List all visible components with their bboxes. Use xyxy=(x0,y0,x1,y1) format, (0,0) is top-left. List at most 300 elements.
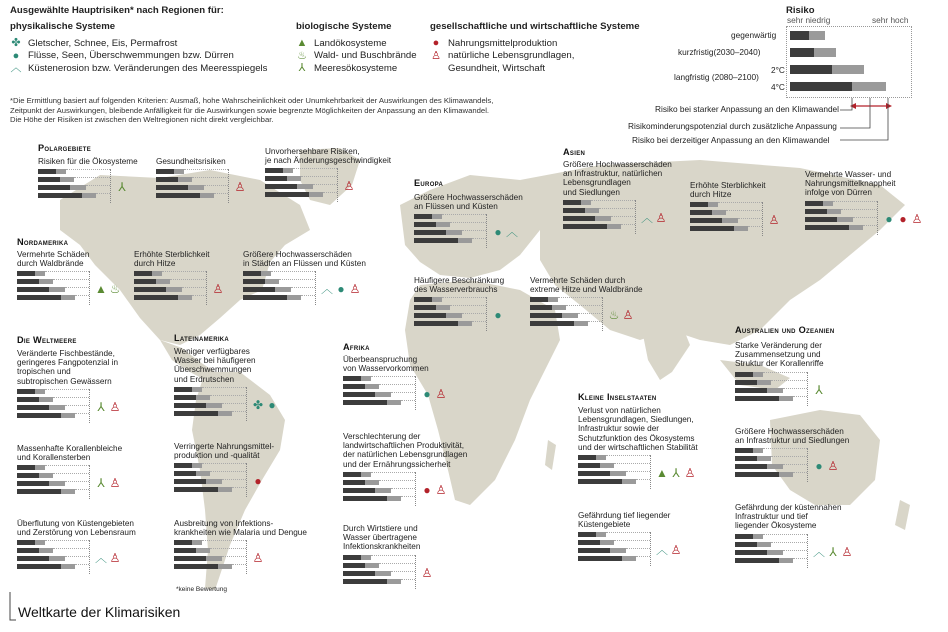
risk-bar-current xyxy=(174,556,206,561)
risk-bar-current xyxy=(735,472,779,477)
risk-bar-current xyxy=(174,479,206,484)
risk-bar-group xyxy=(578,532,651,566)
risk-bar-adaptation xyxy=(387,400,401,405)
risk-bar-current xyxy=(735,380,757,385)
risk-bar-remaining xyxy=(53,279,89,284)
risk-bar-current xyxy=(265,184,297,189)
risk-bar-remaining xyxy=(793,558,807,563)
risk-bar-adaptation xyxy=(432,214,442,219)
risk-bar-current xyxy=(156,193,200,198)
water-drop-icon: ● xyxy=(337,282,345,297)
risk-bar-current xyxy=(343,555,361,560)
risk-bar-adaptation xyxy=(35,465,45,470)
people-icon: ♙ xyxy=(349,282,361,297)
risk-bar-adaptation xyxy=(49,405,65,410)
risk-bar-current xyxy=(563,224,607,229)
risk-bar-adaptation xyxy=(610,548,626,553)
risk-bar-remaining xyxy=(45,271,89,276)
people-icon: ♙ xyxy=(343,179,355,194)
india-shape xyxy=(640,320,690,380)
risk-panel-asien-2 xyxy=(690,181,780,228)
risk-bar-current xyxy=(414,305,436,310)
risk-bar-remaining xyxy=(74,177,110,182)
risk-bar-remaining xyxy=(65,405,89,410)
legend-title-line1: Ausgewählte Hauptrisiken* nach Regionen für: xyxy=(10,5,224,16)
risk-note-potential: Risikominderungspotenzial durch zusätzliche Anpassung xyxy=(628,121,837,131)
risk-bar-remaining xyxy=(718,202,762,207)
risk-bar-current xyxy=(805,209,827,214)
risk-bar-remaining xyxy=(210,548,246,553)
risk-bar-group xyxy=(38,169,111,203)
legend-label: Landökosysteme xyxy=(314,37,387,49)
coral-icon: ⅄ xyxy=(815,382,823,397)
risk-bar-current xyxy=(343,480,365,485)
risk-bar-group xyxy=(530,297,603,331)
risk-bar-remaining xyxy=(379,563,415,568)
risk-bar-current xyxy=(134,295,178,300)
risk-bar-current xyxy=(578,548,610,553)
risk-bar-adaptation xyxy=(779,472,793,477)
legend-soc-title: gesellschaftliche und wirtschaftliche Systeme xyxy=(430,21,640,32)
risk-panel-insel-2 xyxy=(578,511,682,558)
legend-bio-title: biologische Systeme xyxy=(296,21,392,32)
snowflake-icon: ✤ xyxy=(252,397,264,412)
risk-bar-remaining xyxy=(45,540,89,545)
risk-bar-group xyxy=(243,271,316,305)
risk-bar-adaptation xyxy=(70,185,86,190)
snowflake-icon: ✤ xyxy=(11,37,21,50)
risk-panel-europa-2 xyxy=(414,276,505,323)
risk-row-current: gegenwärtig xyxy=(731,30,777,40)
panel-title: Größere Hochwasserschäden an Infrastruktur, natürlichen Lebensgrundlagen und Siedlungen xyxy=(563,160,672,197)
risk-bar-current xyxy=(530,297,548,302)
footer-title: Weltkarte der Klimarisiken xyxy=(18,604,181,620)
legend-item-glacier xyxy=(10,37,267,50)
risk-bar-current xyxy=(735,550,767,555)
people-icon: ♙ xyxy=(768,213,780,228)
people-icon: ♙ xyxy=(435,482,447,497)
risk-row-short: kurzfristig(2030–2040) xyxy=(678,47,761,57)
water-drop-icon: ● xyxy=(815,459,823,474)
risk-bar-remaining xyxy=(472,238,486,243)
risk-bar-adaptation xyxy=(35,540,45,545)
apple-icon: ● xyxy=(899,211,907,226)
risk-bar-adaptation xyxy=(35,389,45,394)
panel-title: Verschlechterung der landwirtschaftlichen Produktivität, der natürlichen Lebensgrundlagen und der Ernährungssicherheit xyxy=(343,432,468,469)
risk-bar-remaining xyxy=(222,556,246,561)
risk-bar-adaptation xyxy=(722,218,738,223)
risk-bar-remaining xyxy=(53,473,89,478)
risk-bar-remaining xyxy=(578,313,602,318)
risk-bar-remaining xyxy=(606,532,650,537)
panel-title: Weniger verfügbares Wasser bei häufigeren Überschwemmungen und Erdrutschen xyxy=(174,347,256,384)
risk-bar-adaptation xyxy=(178,177,192,182)
risk-bar-group xyxy=(343,472,416,506)
panel-title: Vermehrte Schäden durch Waldbrände xyxy=(17,250,90,269)
region-title-lateinamerika: Lateinamerika xyxy=(174,333,230,343)
legend-bar-long4-adapt xyxy=(852,82,886,91)
risk-bar-current xyxy=(17,287,49,292)
risk-bar-group xyxy=(343,376,416,410)
risk-bar-remaining xyxy=(371,376,415,381)
risk-bar-adaptation xyxy=(375,488,391,493)
legend-title-line2: physikalische Systeme xyxy=(10,21,116,32)
risk-bar-current xyxy=(243,287,275,292)
risk-bar-current xyxy=(174,487,218,492)
risk-bar-adaptation xyxy=(574,321,588,326)
risk-bar-remaining xyxy=(96,193,110,198)
risk-bar-current xyxy=(17,271,35,276)
region-title-polar: Polargebiete xyxy=(38,143,92,153)
risk-bar-current xyxy=(17,279,39,284)
risk-bar-remaining xyxy=(65,287,89,292)
panel-title: Gefährdung tief liegender Küstengebiete xyxy=(578,511,671,530)
risk-bar-adaptation xyxy=(365,480,379,485)
risk-bar-adaptation xyxy=(610,471,626,476)
risk-bar-adaptation xyxy=(757,456,771,461)
risk-bar-adaptation xyxy=(757,542,771,547)
risk-bar-remaining xyxy=(793,396,807,401)
risk-bar-current xyxy=(690,202,708,207)
people-icon: ♙ xyxy=(911,211,923,226)
risk-bar-adaptation xyxy=(166,287,182,292)
new-zealand-shape xyxy=(895,500,910,530)
people-icon: ♙ xyxy=(670,543,682,558)
note-line: Die Höhe der Risiken ist zwischen den Weltregionen nicht direkt vergleichbar. xyxy=(10,115,274,125)
risk-bar-adaptation xyxy=(712,210,726,215)
risk-bar-remaining xyxy=(621,224,635,229)
tree-icon: ▲ xyxy=(296,37,308,50)
panel-title: Verlust von natürlichen Lebensgrundlagen, Siedlungen, Infrastruktur sowie der Schutzfunktion des Ökosystems und der wirtschaftlichen Stabilität xyxy=(578,406,698,452)
risk-bar-adaptation xyxy=(708,202,718,207)
risk-bar-group xyxy=(690,202,763,236)
risk-bar-current xyxy=(17,540,35,545)
water-drop-icon: ● xyxy=(423,387,431,402)
risk-bar-current xyxy=(17,564,61,569)
risk-deg4: 4°C xyxy=(771,82,785,92)
risk-bar-adaptation xyxy=(174,169,184,174)
risk-bar-remaining xyxy=(202,463,246,468)
legend-pointer-lines xyxy=(840,98,900,148)
wave-icon: ︿ xyxy=(656,543,669,558)
risk-bar-remaining xyxy=(202,387,246,392)
panel-title: Verringerte Nahrungsmittel- produktion und -qualität xyxy=(174,442,275,461)
risk-bar-current xyxy=(414,222,436,227)
risk-bar-remaining xyxy=(291,287,315,292)
wave-icon: ︿ xyxy=(321,282,334,297)
risk-bar-adaptation xyxy=(196,548,210,553)
risk-bar-adaptation xyxy=(365,384,379,389)
panel-title: Erhöhte Sterblichkeit durch Hitze xyxy=(690,181,766,200)
risk-bar-remaining xyxy=(75,413,89,418)
risk-panel-weltmeere-1 xyxy=(17,349,121,414)
risk-bar-current xyxy=(690,210,712,215)
risk-bar-adaptation xyxy=(753,534,763,539)
legend-bar-short-adapt xyxy=(814,48,836,57)
risk-bar-adaptation xyxy=(779,396,793,401)
risk-bar-adaptation xyxy=(585,208,599,213)
people-icon: ♙ xyxy=(841,544,853,559)
risk-bar-current xyxy=(735,456,757,461)
risk-bar-remaining xyxy=(75,489,89,494)
risk-bar-current xyxy=(17,405,49,410)
risk-bar-current xyxy=(414,214,432,219)
panel-title: Starke Veränderung der Zusammensetzung und Struktur der Korallenriffe xyxy=(735,341,824,369)
risk-bar-remaining xyxy=(450,305,486,310)
risk-bar-remaining xyxy=(853,217,877,222)
risk-bar-adaptation xyxy=(297,184,313,189)
risk-bar-adaptation xyxy=(156,279,170,284)
risk-bar-remaining xyxy=(232,487,246,492)
risk-bar-adaptation xyxy=(375,392,391,397)
risk-bar-group xyxy=(156,169,229,203)
fire-icon: ♨ xyxy=(109,282,121,297)
people-icon: ♙ xyxy=(684,466,696,480)
risk-bar-current xyxy=(17,295,61,300)
risk-bar-remaining xyxy=(210,471,246,476)
risk-bar-adaptation xyxy=(387,496,401,501)
panel-title: Veränderte Fischbestände, geringeres Fangpotenzial in tropischen und subtropischen Gewässern xyxy=(17,349,119,386)
risk-bar-adaptation xyxy=(767,550,783,555)
risk-bar-current xyxy=(343,400,387,405)
risk-bar-remaining xyxy=(863,225,877,230)
risk-bar-remaining xyxy=(210,395,246,400)
risk-bar-current xyxy=(805,217,837,222)
panel-title: Unvorhersehbare Risiken, je nach Änderungsgeschwindigkeit xyxy=(265,147,392,166)
risk-bar-group xyxy=(17,271,90,305)
legend-label: Nahrungsmittelproduktion xyxy=(448,37,558,49)
region-title-europa: Europa xyxy=(414,178,444,188)
risk-bar-remaining xyxy=(566,305,602,310)
risk-bar-adaptation xyxy=(61,295,75,300)
footnote-no-rating: *keine Bewertung xyxy=(176,586,227,593)
risk-bar-current xyxy=(17,413,61,418)
risk-bar-remaining xyxy=(391,488,415,493)
risk-bar-remaining xyxy=(401,579,415,584)
risk-panel-nordamerika-3 xyxy=(243,250,366,297)
risk-bar-group xyxy=(174,387,247,421)
madagascar-shape xyxy=(545,440,556,470)
risk-deg2: 2°C xyxy=(771,65,785,75)
risk-bar-adaptation xyxy=(622,479,636,484)
risk-bar-adaptation xyxy=(753,448,763,453)
people-icon: ♙ xyxy=(435,387,447,402)
risk-bar-current xyxy=(735,558,779,563)
panel-title: Größere Hochwasserschäden an Flüssen und Küsten xyxy=(414,193,523,212)
risk-bar-remaining xyxy=(763,372,807,377)
risk-bar-current xyxy=(243,295,287,300)
risk-bar-adaptation xyxy=(35,271,45,276)
risk-bar-remaining xyxy=(738,218,762,223)
risk-bar-adaptation xyxy=(596,532,606,537)
risk-panel-asien-1 xyxy=(563,160,672,225)
risk-panel-weltmeere-3 xyxy=(17,519,136,566)
people-icon: ♙ xyxy=(234,180,246,195)
wave-icon: ︿ xyxy=(813,544,826,559)
risk-bar-remaining xyxy=(182,287,206,292)
risk-bar-adaptation xyxy=(218,411,232,416)
risk-panel-nordamerika-1 xyxy=(17,250,121,297)
panel-title: Risiken für die Ökosysteme xyxy=(38,157,138,166)
water-drop-icon: ● xyxy=(885,211,893,226)
risk-panel-insel-1 xyxy=(578,406,698,480)
risk-bar-current xyxy=(174,540,192,545)
coral-icon: ⅄ xyxy=(829,544,837,559)
people-icon: ♙ xyxy=(109,551,121,566)
apple-icon: ● xyxy=(432,37,440,50)
risk-bar-group xyxy=(563,200,636,234)
risk-low-label: sehr niedrig xyxy=(787,15,831,25)
risk-bar-current xyxy=(134,287,166,292)
risk-note-strong: Risiko bei starker Anpassung an den Klimawandel xyxy=(655,104,840,114)
risk-panel-nordamerika-2 xyxy=(134,250,224,297)
risk-bar-remaining xyxy=(771,456,807,461)
risk-bar-current xyxy=(578,471,610,476)
risk-bar-remaining xyxy=(371,555,415,560)
panel-title: Gesundheitsrisiken xyxy=(156,157,226,166)
risk-bar-current xyxy=(174,463,192,468)
panel-title: Vermehrte Schäden durch extreme Hitze und Waldbrände xyxy=(530,276,643,295)
risk-bar-group xyxy=(265,168,338,202)
fire-icon: ♨ xyxy=(608,308,620,323)
risk-bar-remaining xyxy=(783,388,807,393)
risk-bar-current xyxy=(690,226,734,231)
risk-panel-polar-2 xyxy=(156,157,246,195)
panel-title: Größere Hochwasserschäden an Infrastruktur und Siedlungen xyxy=(735,427,850,446)
risk-bar-remaining xyxy=(771,380,807,385)
risk-bar-adaptation xyxy=(39,473,53,478)
risk-bar-remaining xyxy=(65,556,89,561)
risk-bar-remaining xyxy=(462,230,486,235)
risk-bar-group xyxy=(343,555,416,589)
region-title-afrika: Afrika xyxy=(343,342,370,352)
people-icon: ♙ xyxy=(109,399,121,414)
risk-bar-current xyxy=(17,548,39,553)
risk-bar-remaining xyxy=(301,295,315,300)
legend-biological xyxy=(296,37,417,75)
risk-bar-adaptation xyxy=(200,193,214,198)
note-line: *Die Ermittlung basiert auf folgenden Kriterien: Ausmaß, hohe Wahrscheinlichkeit oder Unumkehrbarkeit der Auswirkungen des Klimawandels, xyxy=(10,96,494,105)
risk-bar-current xyxy=(134,279,156,284)
risk-bar-adaptation xyxy=(192,463,202,468)
risk-bar-remaining xyxy=(53,397,89,402)
legend-label: Wald- und Buschbrände xyxy=(314,50,417,62)
legend-item-food xyxy=(430,37,574,50)
risk-bar-current xyxy=(17,556,49,561)
risk-bar-current xyxy=(343,488,375,493)
people-icon: ♙ xyxy=(109,476,121,491)
risk-bar-remaining xyxy=(599,208,635,213)
risk-bar-remaining xyxy=(591,200,635,205)
risk-bar-current xyxy=(343,571,375,576)
legend-item-marine xyxy=(296,62,417,75)
panel-title: Vermehrte Wasser- und Nahrungsmittelknappheit infolge von Dürren xyxy=(805,170,896,198)
risk-bar-remaining xyxy=(588,321,602,326)
risk-bar-remaining xyxy=(170,279,206,284)
coral-icon: ⅄ xyxy=(118,180,126,195)
risk-bar-adaptation xyxy=(49,556,65,561)
people-icon: ♙ xyxy=(622,308,634,323)
risk-bar-adaptation xyxy=(196,395,210,400)
risk-bar-current xyxy=(174,395,196,400)
risk-bar-remaining xyxy=(558,297,602,302)
legend-bar-long2-adapt xyxy=(832,65,864,74)
risk-bar-current xyxy=(735,534,753,539)
legend-item-land xyxy=(296,37,417,50)
risk-bar-remaining xyxy=(626,548,650,553)
risk-bar-remaining xyxy=(783,464,807,469)
risk-panel-austral-2 xyxy=(735,427,850,474)
risk-bar-remaining xyxy=(379,480,415,485)
panel-title: Durch Wirtstiere und Wasser übertragene Infektionskrankheiten xyxy=(343,524,421,552)
coral-icon: ⅄ xyxy=(97,476,105,491)
legend-label: Gletscher, Schnee, Eis, Permafrost xyxy=(28,37,178,49)
risk-bar-current xyxy=(805,225,849,230)
risk-bar-current xyxy=(530,313,562,318)
risk-bar-group xyxy=(174,463,247,497)
risk-bar-remaining xyxy=(833,201,877,206)
region-title-weltmeere: Die Weltmeere xyxy=(17,335,77,345)
risk-bar-current xyxy=(414,313,446,318)
legend-bar-long4 xyxy=(790,82,852,91)
risk-bar-adaptation xyxy=(287,295,301,300)
risk-bar-adaptation xyxy=(552,305,566,310)
risk-bar-adaptation xyxy=(387,579,401,584)
risk-bar-remaining xyxy=(222,479,246,484)
risk-bar-current xyxy=(343,563,365,568)
risk-bar-remaining xyxy=(202,540,246,545)
risk-bar-adaptation xyxy=(206,479,222,484)
risk-bar-group xyxy=(17,540,90,574)
risk-bar-current xyxy=(17,481,49,486)
risk-bar-remaining xyxy=(606,455,650,460)
risk-bar-remaining xyxy=(192,295,206,300)
risk-panel-weltmeere-2 xyxy=(17,444,123,491)
legend-label: Küstenerosion bzw. Veränderungen des Meeresspiegels xyxy=(28,62,268,74)
risk-bar-remaining xyxy=(726,210,762,215)
risk-bar-current xyxy=(17,465,35,470)
legend-label: Gesundheit, Wirtschaft xyxy=(448,62,546,74)
water-drop-icon: ● xyxy=(494,308,502,323)
legend-bar-current xyxy=(790,31,809,40)
risk-bar-remaining xyxy=(391,392,415,397)
risk-bar-adaptation xyxy=(152,271,162,276)
risk-bar-current xyxy=(38,169,56,174)
legend-bar-current-adapt xyxy=(809,31,825,40)
wave-icon: ︿ xyxy=(641,210,654,225)
risk-bar-remaining xyxy=(301,176,337,181)
risk-bar-current xyxy=(17,389,35,394)
panel-title: Massenhafte Korallenbleiche und Korallensterben xyxy=(17,444,123,463)
risk-bar-current xyxy=(343,496,387,501)
risk-bar-adaptation xyxy=(309,192,323,197)
risk-bar-adaptation xyxy=(432,297,442,302)
wave-icon: ︿ xyxy=(95,551,108,566)
risk-bar-adaptation xyxy=(192,540,202,545)
risk-bar-adaptation xyxy=(562,313,578,318)
risk-bar-adaptation xyxy=(767,388,783,393)
risk-bar-adaptation xyxy=(49,481,65,486)
risk-bar-group xyxy=(17,389,90,423)
risk-bar-remaining xyxy=(442,214,486,219)
risk-bar-current xyxy=(414,230,446,235)
risk-bar-current xyxy=(690,218,722,223)
risk-bar-remaining xyxy=(783,550,807,555)
risk-bar-adaptation xyxy=(458,321,472,326)
risk-bar-remaining xyxy=(462,313,486,318)
risk-bar-adaptation xyxy=(823,201,833,206)
risk-bar-current xyxy=(265,192,309,197)
